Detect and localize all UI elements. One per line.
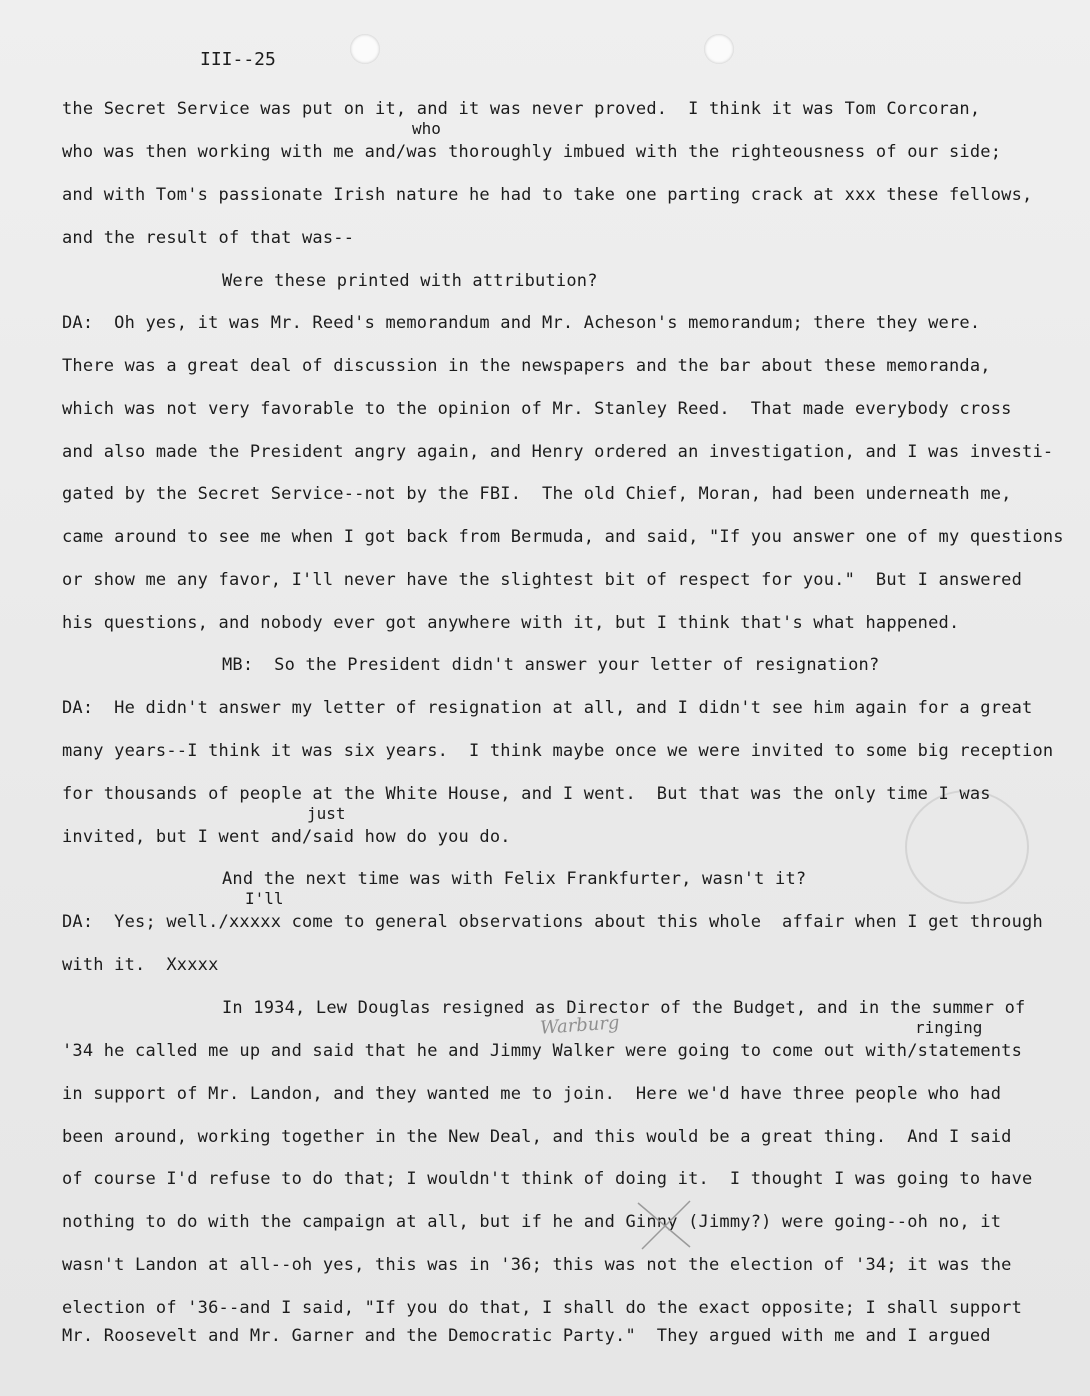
faint-stamp (905, 790, 1029, 904)
pencil-cross-mark (630, 1195, 700, 1255)
text-line: election of '36--and I said, "If you do that, I shall do the exact opposite; I shall support (62, 1298, 1023, 1318)
paragraph-start-line: In 1934, Lew Douglas resigned as Director of the Budget, and in the summer of (222, 998, 1026, 1018)
interlinear-insertion: who (412, 119, 441, 138)
text-line: nothing to do with the campaign at all, but if he and Ginny (Jimmy?) were going--oh no, it (62, 1212, 1002, 1232)
text-line: '34 he called me up and said that he and Jimmy Walker were going to come out with/statements (62, 1041, 1023, 1061)
text-line: for thousands of people at the White House, and I went. But that was the only time I was (62, 784, 991, 804)
interlinear-insertion: I'll (245, 889, 284, 908)
handwritten-annotation: Warburg (539, 1012, 621, 1039)
text-line: DA: He didn't answer my letter of resignation at all, and I didn't see him again for a great (62, 698, 1033, 718)
text-line: gated by the Secret Service--not by the FBI. The old Chief, Moran, had been underneath me, (62, 484, 1012, 504)
text-line: the Secret Service was put on it, and it was never proved. I think it was Tom Corcoran, (62, 99, 981, 119)
question-line: MB: So the President didn't answer your letter of resignation? (222, 655, 880, 675)
interlinear-insertion: just (307, 804, 346, 823)
question-line: And the next time was with Felix Frankfurter, wasn't it? (222, 869, 807, 889)
text-line: came around to see me when I got back from Bermuda, and said, "If you answer one of my questions (62, 527, 1064, 547)
text-line: and also made the President angry again, and Henry ordered an investigation, and I was investi- (62, 442, 1054, 462)
text-line: who was then working with me and/was thoroughly imbued with the righteousness of our side; (62, 142, 1002, 162)
text-line: invited, but I went and/said how do you do. (62, 827, 511, 847)
text-line: Mr. Roosevelt and Mr. Garner and the Democratic Party." They argued with me and I argued (62, 1326, 991, 1346)
text-line: DA: Oh yes, it was Mr. Reed's memorandum and Mr. Acheson's memorandum; there they were. (62, 313, 981, 333)
page-number: III--25 (200, 49, 276, 70)
text-line: or show me any favor, I'll never have the slightest bit of respect for you." But I answered (62, 570, 1023, 590)
punch-hole-left (350, 34, 380, 64)
text-line: and with Tom's passionate Irish nature he had to take one parting crack at xxx these fellows, (62, 185, 1033, 205)
text-line: DA: Yes; well./xxxxx come to general observations about this whole affair when I get through (62, 912, 1043, 932)
text-line: There was a great deal of discussion in the newspapers and the bar about these memoranda, (62, 356, 991, 376)
text-line: which was not very favorable to the opinion of Mr. Stanley Reed. That made everybody cross (62, 399, 1012, 419)
text-line: in support of Mr. Landon, and they wanted me to join. Here we'd have three people who had (62, 1084, 1002, 1104)
text-line: his questions, and nobody ever got anywhere with it, but I think that's what happened. (62, 613, 960, 633)
text-line: and the result of that was-- (62, 228, 355, 248)
text-line: been around, working together in the New Deal, and this would be a great thing. And I said (62, 1127, 1012, 1147)
text-line: wasn't Landon at all--oh yes, this was in '36; this was not the election of '34; it was the (62, 1255, 1012, 1275)
interlinear-insertion: ringing (915, 1018, 983, 1037)
punch-hole-right (704, 34, 734, 64)
text-line: of course I'd refuse to do that; I wouldn't think of doing it. I thought I was going to have (62, 1169, 1033, 1189)
text-line: with it. Xxxxx (62, 955, 219, 975)
question-line: Were these printed with attribution? (222, 271, 598, 291)
text-line: many years--I think it was six years. I think maybe once we were invited to some big reception (62, 741, 1054, 761)
